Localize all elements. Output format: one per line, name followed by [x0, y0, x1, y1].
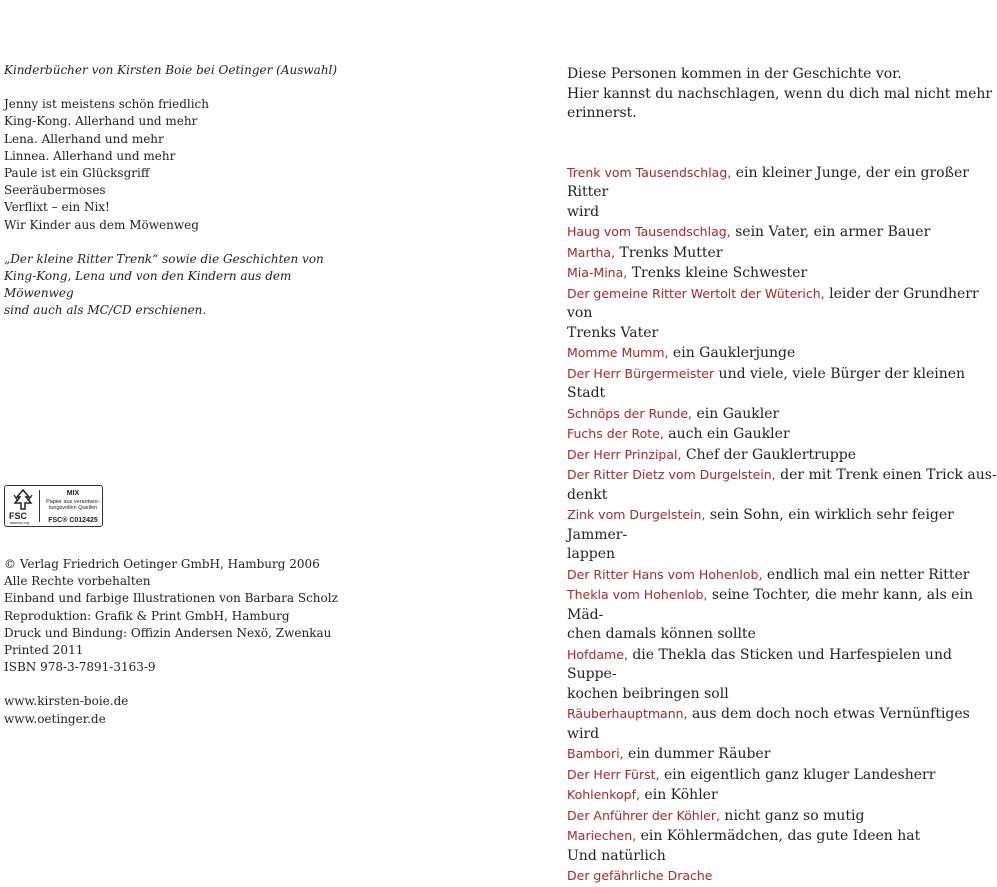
- character-name: Der gefährliche Drache: [567, 868, 713, 883]
- character-description: die Thekla das Sticken und Harfespielen und Suppe-: [567, 646, 952, 682]
- imprint-line: ISBN 978-3-7891-3163-9: [4, 660, 156, 675]
- character-description: Trenks kleine Schwester: [627, 265, 808, 281]
- character-line: [567, 222, 997, 243]
- intro-line: Diese Personen kommen in der Geschichte vor.: [567, 66, 902, 82]
- character-name: Hofdame,: [567, 646, 628, 662]
- character-description: kochen beibringen soll: [567, 685, 729, 702]
- character-description: auch ein Gaukler: [663, 426, 790, 442]
- character-line: [567, 284, 997, 324]
- book-title: Linnea. Allerhand und mehr: [4, 148, 176, 163]
- character-line: [567, 847, 997, 867]
- character-description: denkt: [567, 486, 608, 503]
- character-description: nicht ganz so mutig: [719, 807, 865, 824]
- character-name: Der Herr Prinzipal,: [567, 446, 682, 462]
- character-description: ein eigentlich ganz kluger Landesherr: [659, 766, 936, 783]
- character-line: [567, 545, 997, 565]
- character-name: Zink vom Durgelstein,: [567, 507, 706, 522]
- character-line: [567, 505, 997, 545]
- character-name: Schnöps der Runde,: [567, 405, 693, 421]
- character-description: ein Köhlermädchen, das gute Ideen hat: [636, 828, 921, 844]
- character-name: Mariechen,: [567, 828, 637, 843]
- character-description: ein Köhler: [639, 787, 718, 803]
- character-name: Räuberhauptmann,: [567, 706, 688, 721]
- character-name: Bambori,: [567, 746, 624, 761]
- fsc-mix: MIX: [66, 490, 80, 497]
- fsc-logo: [4, 485, 103, 527]
- character-name: Martha,: [567, 244, 616, 260]
- character-description: sein Sohn, ein wirklich sehr feiger Jammer-: [567, 507, 954, 543]
- character-description: Und natürlich: [567, 847, 666, 864]
- character-line: [567, 263, 997, 284]
- character-line: [567, 424, 997, 445]
- character-line: [567, 163, 997, 203]
- right-page-characters: [567, 65, 997, 887]
- character-description: Chef der Gauklertruppe: [681, 446, 856, 463]
- intro-line: erinnerst.: [567, 105, 637, 121]
- character-description: ein Gaukler: [692, 405, 780, 422]
- character-description: seine Tochter, die mehr kann, als ein Mäd-: [567, 587, 973, 623]
- character-line: [567, 465, 997, 486]
- character-name: Der gemeine Ritter Wertolt der Wüterich,: [567, 285, 825, 301]
- character-name: Momme Mumm,: [567, 345, 669, 360]
- character-name: Der Ritter Hans vom Hohenlob,: [567, 566, 763, 582]
- imprint-line: Alle Rechte vorbehalten: [4, 574, 151, 589]
- book-title: Wir Kinder aus dem Möwenweg: [4, 217, 199, 232]
- character-description: ein dummer Räuber: [623, 746, 771, 762]
- character-description: aus dem doch noch etwas Vernünftiges wird: [567, 706, 970, 742]
- character-name: Haug vom Tausendschlag,: [567, 224, 731, 239]
- character-list: [567, 163, 997, 887]
- intro-line: Hier kannst du nachschlagen, wenn du dich mal nicht mehr: [567, 85, 993, 102]
- character-description: ein Gauklerjunge: [668, 345, 796, 361]
- book-title: Jenny ist meistens schön friedlich: [4, 97, 209, 112]
- character-description: ein kleiner Junge, der ein großer Ritter: [567, 164, 969, 200]
- books-heading: Kinderbücher von Kirsten Boie bei Oetinger (Auswahl): [4, 63, 338, 77]
- character-name: Der Ritter Dietz vom Durgelstein,: [567, 467, 776, 482]
- fsc-url: www.fsc.org: [10, 521, 29, 525]
- character-name: Der Herr Fürst,: [567, 766, 660, 782]
- character-description: wird: [567, 203, 600, 220]
- character-line: [567, 203, 997, 223]
- character-name: Kohlenkopf,: [567, 787, 640, 802]
- fsc-code: FSC® C012425: [48, 517, 98, 524]
- book-title: Verflixt – ein Nix!: [4, 200, 110, 215]
- character-line: [567, 685, 997, 705]
- character-description: lappen: [567, 546, 616, 562]
- character-line: [567, 324, 997, 344]
- website-line: www.oetinger.de: [4, 711, 106, 726]
- imprint-line: Reproduktion: Grafik & Print GmbH, Hamburg: [4, 608, 290, 623]
- website-line: www.kirsten-boie.de: [4, 694, 129, 709]
- character-line: [567, 445, 997, 466]
- character-name: Thekla vom Hohenlob,: [567, 587, 708, 602]
- left-page-booklist: [4, 62, 364, 320]
- character-line: [567, 404, 997, 425]
- character-description: sein Vater, ein armer Bauer: [730, 224, 931, 240]
- character-line: [567, 585, 997, 625]
- character-name: Trenk vom Tausendschlag,: [567, 164, 732, 180]
- character-line: [567, 866, 997, 887]
- character-line: [567, 343, 997, 364]
- character-description: Trenks Vater: [567, 324, 659, 341]
- fsc-paper-line: tungsvollen Quellen: [48, 505, 98, 511]
- character-line: [567, 765, 997, 786]
- audio-note-line: King-Kong, Lena und von den Kindern aus dem Möwenweg: [4, 269, 292, 301]
- character-line: [567, 785, 997, 806]
- character-line: [567, 486, 997, 506]
- character-name: Fuchs der Rote,: [567, 426, 664, 441]
- fsc-paper-line: Papier aus verantwor-: [46, 499, 100, 505]
- character-name: Mia-Mina,: [567, 265, 628, 280]
- imprint-line: Druck und Bindung: Offizin Andersen Nexö, Zwenkau: [4, 625, 332, 640]
- character-line: [567, 243, 997, 264]
- imprint-line: © Verlag Friedrich Oetinger GmbH, Hamburg 2006: [4, 557, 320, 571]
- character-description: der mit Trenk einen Trick aus-: [775, 467, 997, 483]
- audio-note-line: „Der kleine Ritter Trenk“ sowie die Geschichten von: [4, 251, 324, 266]
- audio-note-line: sind auch als MC/CD erschienen.: [4, 303, 207, 318]
- character-name: Der Anführer der Köhler,: [567, 807, 720, 823]
- character-line: [567, 704, 997, 744]
- book-title: Seeräubermoses: [4, 183, 106, 198]
- book-title: Paule ist ein Glücksgriff: [4, 166, 150, 181]
- imprint-line: Printed 2011: [4, 643, 84, 658]
- character-description: chen damals können sollte: [567, 626, 756, 642]
- character-line: [567, 826, 997, 847]
- book-title: King-Kong. Allerhand und mehr: [4, 114, 198, 129]
- character-line: [567, 744, 997, 765]
- character-line: [567, 364, 997, 404]
- character-line: [567, 645, 997, 685]
- character-description: endlich mal ein netter Ritter: [762, 566, 970, 583]
- character-description: und viele, viele Bürger der kleinen Stadt: [567, 365, 966, 401]
- character-description: Trenks Mutter: [615, 244, 723, 261]
- fsc-paper-note: [43, 499, 103, 511]
- character-name: Der Herr Bürgermeister: [567, 365, 715, 381]
- imprint: [4, 556, 364, 728]
- imprint-line: Einband und farbige Illustrationen von Barbara Scholz: [4, 591, 338, 606]
- character-line: [567, 625, 997, 645]
- character-line: [567, 806, 997, 827]
- logo-divider: [39, 490, 40, 522]
- character-description: leider der Grundherr von: [567, 285, 979, 321]
- fsc-tree-icon: [10, 489, 36, 511]
- character-line: [567, 565, 997, 586]
- fsc-brand: FSC: [9, 511, 27, 521]
- book-title: Lena. Allerhand und mehr: [4, 131, 164, 146]
